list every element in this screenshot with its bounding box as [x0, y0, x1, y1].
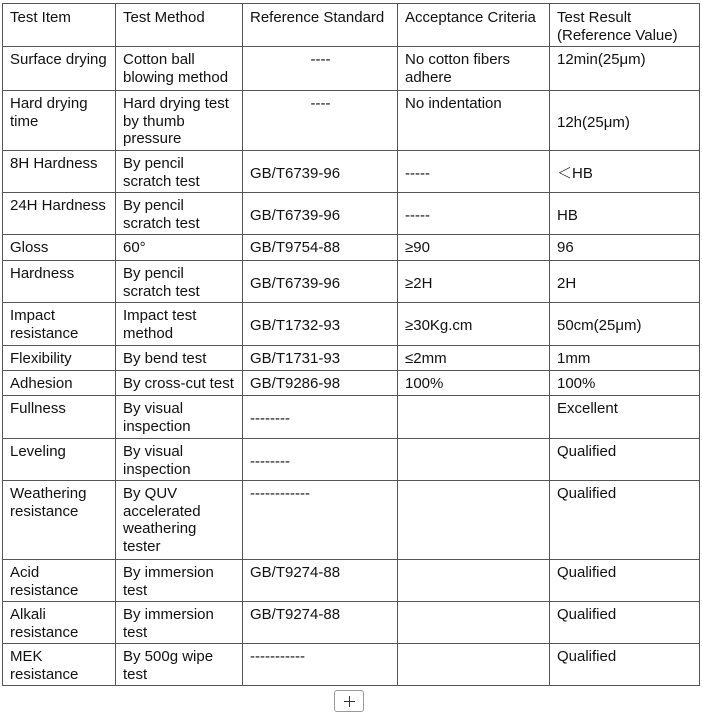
cell-test-result: Qualified — [550, 560, 700, 602]
cell-test-item: Impact resistance — [3, 303, 116, 346]
cell-test-method: By pencil scratch test — [116, 261, 243, 303]
cell-test-item: Leveling — [3, 439, 116, 481]
cell-reference-standard: GB/T6739-96 — [243, 193, 398, 235]
cell-reference-standard: GB/T1731-93 — [243, 346, 398, 371]
cell-acceptance-criteria: ----- — [398, 193, 550, 235]
cell-test-method: By immersion test — [116, 560, 243, 602]
cell-reference-standard: ---- — [243, 91, 398, 151]
cell-reference-standard: GB/T9274-88 — [243, 602, 398, 644]
add-row-button[interactable] — [334, 690, 364, 712]
table-row — [3, 602, 700, 644]
cell-acceptance-criteria: No cotton fibers adhere — [398, 47, 550, 91]
cell-test-method: By pencil scratch test — [116, 193, 243, 235]
cell-test-result: Excellent — [550, 396, 700, 439]
cell-acceptance-criteria: ≥30Kg.cm — [398, 303, 550, 346]
test-results-table — [2, 3, 700, 686]
cell-test-result: 12min(25μm) — [550, 47, 700, 91]
header-test-method: Test Method — [116, 4, 243, 47]
cell-test-method: By visual inspection — [116, 439, 243, 481]
cell-test-result: 1mm — [550, 346, 700, 371]
cell-acceptance-criteria: ----- — [398, 151, 550, 193]
cell-acceptance-criteria — [398, 439, 550, 481]
cell-test-result: Qualified — [550, 602, 700, 644]
cell-test-method: Cotton ball blowing method — [116, 47, 243, 91]
cell-reference-standard: ---- — [243, 47, 398, 91]
cell-acceptance-criteria — [398, 396, 550, 439]
cell-test-result: HB — [550, 193, 700, 235]
cell-test-item: Alkali resistance — [3, 602, 116, 644]
cell-test-result: 2H — [550, 261, 700, 303]
cell-acceptance-criteria: ≥2H — [398, 261, 550, 303]
cell-reference-standard: -------- — [243, 439, 398, 481]
cell-test-item: Flexibility — [3, 346, 116, 371]
table-row — [3, 193, 700, 235]
table-row — [3, 47, 700, 91]
cell-test-method: By immersion test — [116, 602, 243, 644]
table-header-row — [3, 4, 700, 47]
cell-reference-standard: GB/T9286-98 — [243, 371, 398, 396]
cell-test-result: ＜HB — [550, 151, 700, 193]
cell-test-item: Hard drying time — [3, 91, 116, 151]
table-row — [3, 91, 700, 151]
table-row — [3, 303, 700, 346]
cell-test-method: Impact test method — [116, 303, 243, 346]
table-row — [3, 396, 700, 439]
table-row — [3, 560, 700, 602]
cell-acceptance-criteria: 100% — [398, 371, 550, 396]
cell-test-method: By cross-cut test — [116, 371, 243, 396]
cell-test-item: Acid resistance — [3, 560, 116, 602]
cell-reference-standard: ----------- — [243, 644, 398, 686]
cell-acceptance-criteria: ≤2mm — [398, 346, 550, 371]
header-test-result: Test Result (Reference Value) — [550, 4, 700, 47]
cell-test-result: 50cm(25μm) — [550, 303, 700, 346]
cell-test-method: By visual inspection — [116, 396, 243, 439]
cell-test-result: Qualified — [550, 481, 700, 560]
table-row — [3, 151, 700, 193]
table-row — [3, 235, 700, 261]
cell-acceptance-criteria — [398, 560, 550, 602]
cell-reference-standard: GB/T9754-88 — [243, 235, 398, 261]
cell-test-result: 12h(25μm) — [550, 91, 700, 151]
cell-test-item: MEK resistance — [3, 644, 116, 686]
cell-acceptance-criteria: No indentation — [398, 91, 550, 151]
cell-reference-standard: -------- — [243, 396, 398, 439]
cell-test-item: Weathering resistance — [3, 481, 116, 560]
cell-test-item: Hardness — [3, 261, 116, 303]
table-row — [3, 261, 700, 303]
cell-test-result: 96 — [550, 235, 700, 261]
table-row — [3, 346, 700, 371]
cell-test-item: 24H Hardness — [3, 193, 116, 235]
cell-test-method: By pencil scratch test — [116, 151, 243, 193]
cell-test-method: By QUV accelerated weathering tester — [116, 481, 243, 560]
cell-test-method: By bend test — [116, 346, 243, 371]
header-reference-standard: Reference Standard — [243, 4, 398, 47]
table-row — [3, 371, 700, 396]
cell-acceptance-criteria — [398, 602, 550, 644]
table-row — [3, 481, 700, 560]
cell-test-item: Gloss — [3, 235, 116, 261]
cell-test-method: 60° — [116, 235, 243, 261]
cell-test-result: 100% — [550, 371, 700, 396]
cell-acceptance-criteria — [398, 481, 550, 560]
cell-reference-standard: GB/T1732-93 — [243, 303, 398, 346]
cell-test-item: Surface drying — [3, 47, 116, 91]
header-test-item: Test Item — [3, 4, 116, 47]
header-acceptance-criteria: Acceptance Criteria — [398, 4, 550, 47]
table-row — [3, 644, 700, 686]
cell-reference-standard: GB/T6739-96 — [243, 151, 398, 193]
cell-test-result: Qualified — [550, 439, 700, 481]
cell-test-result: Qualified — [550, 644, 700, 686]
table-row — [3, 439, 700, 481]
cell-acceptance-criteria: ≥90 — [398, 235, 550, 261]
cell-acceptance-criteria — [398, 644, 550, 686]
cell-test-method: By 500g wipe test — [116, 644, 243, 686]
cell-test-item: 8H Hardness — [3, 151, 116, 193]
cell-reference-standard: ------------ — [243, 481, 398, 560]
cell-reference-standard: GB/T9274-88 — [243, 560, 398, 602]
cell-test-item: Adhesion — [3, 371, 116, 396]
cell-test-item: Fullness — [3, 396, 116, 439]
cell-test-method: Hard drying test by thumb pressure — [116, 91, 243, 151]
cell-reference-standard: GB/T6739-96 — [243, 261, 398, 303]
